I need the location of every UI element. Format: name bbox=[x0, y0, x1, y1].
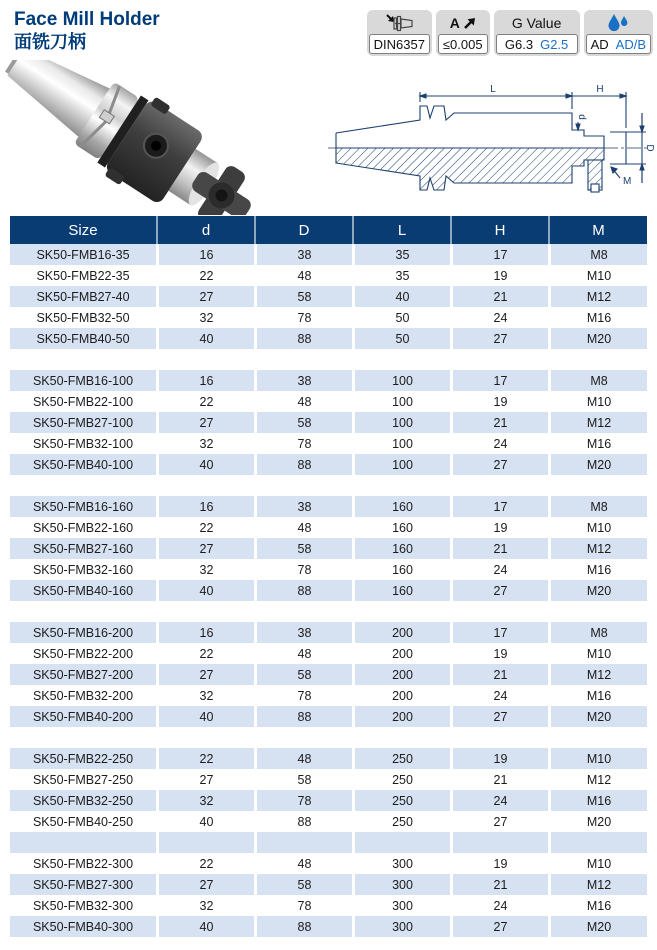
cell-d: 22 bbox=[156, 643, 254, 664]
dim-label-d: d bbox=[576, 114, 587, 120]
table-row bbox=[10, 790, 647, 811]
cell-d: 16 bbox=[156, 370, 254, 391]
cell-m: M8 bbox=[548, 370, 647, 391]
table-row bbox=[10, 286, 647, 307]
cell-h: 19 bbox=[450, 517, 548, 538]
cell-m: M20 bbox=[548, 328, 647, 349]
cell-empty bbox=[156, 475, 254, 496]
table-row bbox=[10, 391, 647, 412]
cell-size: SK50-FMB16-160 bbox=[10, 496, 156, 517]
cell-d: 27 bbox=[156, 664, 254, 685]
g-value-1: G6.3 bbox=[504, 36, 534, 52]
cell-d: 16 bbox=[156, 622, 254, 643]
cell-d: 78 bbox=[254, 559, 352, 580]
cell-h: 19 bbox=[450, 748, 548, 769]
badge-g-label: G Value bbox=[511, 15, 562, 31]
cell-m: M10 bbox=[548, 265, 647, 286]
cell-empty bbox=[10, 349, 156, 370]
dim-label-D: D bbox=[644, 144, 655, 152]
cell-d: 58 bbox=[254, 664, 352, 685]
cell-empty bbox=[156, 601, 254, 622]
cell-empty bbox=[156, 832, 254, 853]
cell-m: M12 bbox=[548, 769, 647, 790]
cell-empty bbox=[548, 727, 647, 748]
cell-empty bbox=[10, 832, 156, 853]
cell-size: SK50-FMB22-35 bbox=[36, 268, 130, 283]
cell-m: M8 bbox=[548, 496, 647, 517]
cell-h: 17 bbox=[450, 244, 548, 265]
column-header-d: d bbox=[156, 216, 254, 244]
cell-h: 27 bbox=[450, 580, 548, 601]
column-header-size: Size bbox=[10, 216, 156, 244]
cell-h: 24 bbox=[450, 433, 548, 454]
cell-m: M10 bbox=[548, 748, 647, 769]
titles bbox=[14, 8, 160, 56]
cell-m: M10 bbox=[548, 517, 647, 538]
cell-h: 24 bbox=[450, 895, 548, 916]
cell-d: 40 bbox=[156, 706, 254, 727]
cell-l: 160 bbox=[352, 559, 450, 580]
cell-m: M20 bbox=[548, 706, 647, 727]
cell-l: 160 bbox=[352, 517, 450, 538]
cell-empty bbox=[254, 727, 352, 748]
cell-d: 88 bbox=[254, 811, 352, 832]
cell-d: 78 bbox=[254, 790, 352, 811]
badge-coolant bbox=[584, 10, 653, 56]
table-row bbox=[10, 664, 647, 685]
badge-g-values bbox=[496, 34, 578, 54]
cell-d: 58 bbox=[254, 286, 352, 307]
cell-d: 22 bbox=[156, 748, 254, 769]
cell-size: SK50-FMB40-50 bbox=[10, 328, 156, 349]
cell-m: M16 bbox=[548, 307, 647, 328]
cell-h: 27 bbox=[450, 328, 548, 349]
cell-h: 17 bbox=[450, 622, 548, 643]
cell-size: SK50-FMB22-100 bbox=[32, 394, 134, 409]
cell-h: 27 bbox=[450, 916, 548, 937]
table-row bbox=[10, 265, 647, 286]
cell-d: 32 bbox=[156, 433, 254, 454]
cell-m: M20 bbox=[548, 811, 647, 832]
cell-size: SK50-FMB16-35 bbox=[10, 244, 156, 265]
cell-l: 160 bbox=[352, 538, 450, 559]
cell-m: M16 bbox=[548, 559, 647, 580]
cell-empty bbox=[352, 349, 450, 370]
table-row bbox=[10, 307, 647, 328]
cell-empty bbox=[10, 727, 156, 748]
cell-m: M16 bbox=[548, 433, 647, 454]
group-separator-row bbox=[10, 727, 647, 748]
cell-d: 40 bbox=[156, 580, 254, 601]
table-row bbox=[10, 496, 647, 517]
cell-d: 58 bbox=[254, 874, 352, 895]
cell-l: 200 bbox=[352, 685, 450, 706]
cell-l: 200 bbox=[352, 643, 450, 664]
cell-size: SK50-FMB22-160 bbox=[32, 520, 134, 535]
cell-m: M12 bbox=[548, 286, 647, 307]
cell-m: M16 bbox=[548, 685, 647, 706]
cell-l: 50 bbox=[352, 307, 450, 328]
cell-size: SK50-FMB40-250 bbox=[32, 814, 134, 829]
cell-l: 160 bbox=[352, 496, 450, 517]
cell-h: 17 bbox=[450, 370, 548, 391]
cell-h: 21 bbox=[450, 874, 548, 895]
cell-d: 38 bbox=[254, 244, 352, 265]
cell-h: 19 bbox=[450, 853, 548, 874]
group-separator-row bbox=[10, 349, 647, 370]
cell-l: 250 bbox=[352, 769, 450, 790]
cell-m: M8 bbox=[548, 622, 647, 643]
cell-h: 21 bbox=[450, 286, 548, 307]
cell-h: 24 bbox=[450, 559, 548, 580]
table-row bbox=[10, 454, 647, 475]
cell-d: 48 bbox=[254, 391, 352, 412]
cell-d: 27 bbox=[156, 286, 254, 307]
cell-empty bbox=[450, 832, 548, 853]
cell-h: 24 bbox=[450, 307, 548, 328]
column-header-h: H bbox=[450, 216, 548, 244]
table-row bbox=[10, 874, 647, 895]
dim-label-M: M bbox=[623, 176, 632, 187]
cell-d: 88 bbox=[254, 706, 352, 727]
cell-h: 17 bbox=[450, 496, 548, 517]
cell-empty bbox=[254, 601, 352, 622]
cell-empty bbox=[352, 832, 450, 853]
cell-size: SK50-FMB40-200 bbox=[10, 706, 156, 727]
table-row bbox=[10, 412, 647, 433]
badge-coolant-values bbox=[586, 34, 651, 54]
table-row bbox=[10, 685, 647, 706]
cell-d: 22 bbox=[156, 391, 254, 412]
cell-d: 27 bbox=[156, 874, 254, 895]
column-header-d: D bbox=[254, 216, 352, 244]
cell-empty bbox=[450, 601, 548, 622]
cell-empty bbox=[548, 601, 647, 622]
cell-d: 88 bbox=[254, 454, 352, 475]
page-title-chinese: 面铣刀柄 bbox=[14, 32, 86, 52]
cell-l: 160 bbox=[352, 580, 450, 601]
cell-size: SK50-FMB22-300 bbox=[32, 856, 134, 871]
cell-h: 27 bbox=[450, 454, 548, 475]
cell-l: 300 bbox=[352, 916, 450, 937]
table-row bbox=[10, 643, 647, 664]
cell-d: 40 bbox=[156, 916, 254, 937]
cell-size: SK50-FMB40-300 bbox=[10, 916, 156, 937]
cell-m: M8 bbox=[548, 244, 647, 265]
cell-m: M20 bbox=[548, 580, 647, 601]
cell-l: 35 bbox=[352, 265, 450, 286]
cell-l: 300 bbox=[352, 874, 450, 895]
accuracy-letter: A bbox=[449, 15, 460, 31]
cell-d: 27 bbox=[156, 538, 254, 559]
cell-m: M12 bbox=[548, 538, 647, 559]
cell-h: 21 bbox=[450, 538, 548, 559]
dim-label-L: L bbox=[490, 84, 496, 95]
table-row bbox=[10, 748, 647, 769]
toolholder-arrow-icon bbox=[369, 12, 430, 34]
coolant-value-1: AD bbox=[590, 36, 609, 52]
cell-size: SK50-FMB40-100 bbox=[10, 454, 156, 475]
cell-size: SK50-FMB16-200 bbox=[10, 622, 156, 643]
cell-h: 24 bbox=[450, 685, 548, 706]
product-photo bbox=[0, 60, 320, 215]
cell-d: 78 bbox=[254, 685, 352, 706]
cell-m: M10 bbox=[548, 391, 647, 412]
cell-size: SK50-FMB16-100 bbox=[10, 370, 156, 391]
cell-d: 48 bbox=[254, 517, 352, 538]
table-header-row bbox=[10, 216, 647, 244]
cell-empty bbox=[352, 601, 450, 622]
cell-size: SK50-FMB32-200 bbox=[32, 688, 134, 703]
cell-d: 48 bbox=[254, 265, 352, 286]
table-row bbox=[10, 769, 647, 790]
cell-size: SK50-FMB27-160 bbox=[10, 538, 156, 559]
badge-din-value: DIN6357 bbox=[369, 34, 430, 54]
cell-empty bbox=[254, 832, 352, 853]
cell-d: 40 bbox=[156, 811, 254, 832]
cell-d: 32 bbox=[156, 559, 254, 580]
cell-d: 48 bbox=[254, 853, 352, 874]
cell-d: 40 bbox=[156, 454, 254, 475]
table-row bbox=[10, 580, 647, 601]
cell-d: 22 bbox=[156, 265, 254, 286]
cell-empty bbox=[10, 601, 156, 622]
cell-l: 200 bbox=[352, 706, 450, 727]
cell-empty bbox=[254, 349, 352, 370]
size-table bbox=[10, 216, 647, 937]
cell-m: M10 bbox=[548, 853, 647, 874]
cell-d: 48 bbox=[254, 643, 352, 664]
technical-drawing bbox=[320, 60, 657, 215]
cell-empty bbox=[548, 349, 647, 370]
cell-d: 38 bbox=[254, 496, 352, 517]
cell-l: 200 bbox=[352, 622, 450, 643]
table-row bbox=[10, 433, 647, 454]
cell-d: 78 bbox=[254, 433, 352, 454]
table-row bbox=[10, 538, 647, 559]
cell-size: SK50-FMB32-300 bbox=[32, 898, 134, 913]
cell-l: 100 bbox=[352, 412, 450, 433]
badge-accuracy bbox=[436, 10, 490, 56]
cell-d: 58 bbox=[254, 769, 352, 790]
cell-h: 19 bbox=[450, 643, 548, 664]
cell-empty bbox=[254, 475, 352, 496]
cell-empty bbox=[156, 727, 254, 748]
cell-l: 300 bbox=[352, 895, 450, 916]
cell-h: 21 bbox=[450, 664, 548, 685]
cell-d: 58 bbox=[254, 538, 352, 559]
cell-empty bbox=[450, 349, 548, 370]
cell-size: SK50-FMB27-40 bbox=[10, 286, 156, 307]
table-row bbox=[10, 622, 647, 643]
badge-din-standard bbox=[367, 10, 432, 56]
group-separator-row bbox=[10, 832, 647, 853]
cell-size: SK50-FMB40-160 bbox=[10, 580, 156, 601]
cell-l: 100 bbox=[352, 433, 450, 454]
northeast-arrow-icon bbox=[463, 17, 476, 30]
cell-empty bbox=[156, 349, 254, 370]
cell-empty bbox=[352, 727, 450, 748]
cell-l: 200 bbox=[352, 664, 450, 685]
cell-m: M16 bbox=[548, 790, 647, 811]
cell-size: SK50-FMB32-50 bbox=[36, 310, 130, 325]
table-row bbox=[10, 328, 647, 349]
cell-d: 88 bbox=[254, 580, 352, 601]
badge-accuracy-label bbox=[438, 12, 488, 34]
cell-d: 27 bbox=[156, 412, 254, 433]
cell-l: 100 bbox=[352, 454, 450, 475]
table-row bbox=[10, 244, 647, 265]
cell-l: 300 bbox=[352, 853, 450, 874]
coolant-value-2: AD/B bbox=[615, 36, 646, 52]
cell-size: SK50-FMB22-250 bbox=[10, 748, 156, 769]
column-header-m: M bbox=[548, 216, 647, 244]
g-value-2: G2.5 bbox=[540, 36, 569, 52]
cell-empty bbox=[352, 475, 450, 496]
cell-d: 32 bbox=[156, 790, 254, 811]
table-row bbox=[10, 916, 647, 937]
cell-empty bbox=[10, 475, 156, 496]
cell-size: SK50-FMB32-100 bbox=[32, 436, 134, 451]
cell-h: 19 bbox=[450, 391, 548, 412]
page-title: Face Mill Holder bbox=[14, 9, 160, 30]
cell-l: 250 bbox=[352, 811, 450, 832]
cell-empty bbox=[548, 832, 647, 853]
cell-empty bbox=[548, 475, 647, 496]
cell-d: 40 bbox=[156, 328, 254, 349]
cell-d: 88 bbox=[254, 328, 352, 349]
cell-size: SK50-FMB32-160 bbox=[32, 562, 134, 577]
cell-d: 16 bbox=[156, 244, 254, 265]
cell-size: SK50-FMB27-100 bbox=[10, 412, 156, 433]
table-row bbox=[10, 517, 647, 538]
cell-l: 100 bbox=[352, 370, 450, 391]
cell-h: 21 bbox=[450, 769, 548, 790]
cell-d: 78 bbox=[254, 307, 352, 328]
cell-d: 32 bbox=[156, 685, 254, 706]
cell-l: 100 bbox=[352, 391, 450, 412]
cell-size: SK50-FMB27-300 bbox=[10, 874, 156, 895]
column-header-l: L bbox=[352, 216, 450, 244]
cell-d: 22 bbox=[156, 853, 254, 874]
cell-m: M20 bbox=[548, 454, 647, 475]
cell-h: 27 bbox=[450, 811, 548, 832]
cell-empty bbox=[450, 727, 548, 748]
cell-d: 38 bbox=[254, 622, 352, 643]
group-separator-row bbox=[10, 475, 647, 496]
cell-d: 16 bbox=[156, 496, 254, 517]
cell-d: 32 bbox=[156, 895, 254, 916]
cell-empty bbox=[450, 475, 548, 496]
cell-d: 22 bbox=[156, 517, 254, 538]
cell-d: 48 bbox=[254, 748, 352, 769]
cell-d: 88 bbox=[254, 916, 352, 937]
cell-d: 38 bbox=[254, 370, 352, 391]
figures-row bbox=[0, 60, 657, 215]
cell-size: SK50-FMB32-250 bbox=[10, 790, 156, 811]
cell-l: 250 bbox=[352, 790, 450, 811]
table-row bbox=[10, 370, 647, 391]
cell-m: M16 bbox=[548, 895, 647, 916]
cell-l: 40 bbox=[352, 286, 450, 307]
table-row bbox=[10, 559, 647, 580]
badge-accuracy-value: ≤0.005 bbox=[438, 34, 488, 54]
cell-d: 27 bbox=[156, 769, 254, 790]
dim-label-H: H bbox=[596, 84, 604, 95]
cell-h: 21 bbox=[450, 412, 548, 433]
cell-d: 58 bbox=[254, 412, 352, 433]
cell-l: 50 bbox=[352, 328, 450, 349]
cell-d: 32 bbox=[156, 307, 254, 328]
page-header bbox=[14, 8, 653, 56]
cell-m: M20 bbox=[548, 916, 647, 937]
cell-m: M12 bbox=[548, 412, 647, 433]
cell-m: M12 bbox=[548, 874, 647, 895]
cell-d: 78 bbox=[254, 895, 352, 916]
group-separator-row bbox=[10, 601, 647, 622]
table-row bbox=[10, 853, 647, 874]
cell-size: SK50-FMB22-200 bbox=[32, 646, 134, 661]
cell-h: 24 bbox=[450, 790, 548, 811]
cell-m: M12 bbox=[548, 664, 647, 685]
cell-h: 19 bbox=[450, 265, 548, 286]
table-row bbox=[10, 895, 647, 916]
cell-h: 27 bbox=[450, 706, 548, 727]
cell-size: SK50-FMB27-200 bbox=[10, 664, 156, 685]
cell-l: 35 bbox=[352, 244, 450, 265]
table-row bbox=[10, 706, 647, 727]
cell-size: SK50-FMB27-250 bbox=[32, 772, 134, 787]
cell-l: 250 bbox=[352, 748, 450, 769]
table-row bbox=[10, 811, 647, 832]
spec-badges bbox=[367, 10, 653, 56]
cell-m: M10 bbox=[548, 643, 647, 664]
badge-g-value bbox=[494, 10, 580, 56]
water-drops-icon bbox=[586, 12, 651, 34]
